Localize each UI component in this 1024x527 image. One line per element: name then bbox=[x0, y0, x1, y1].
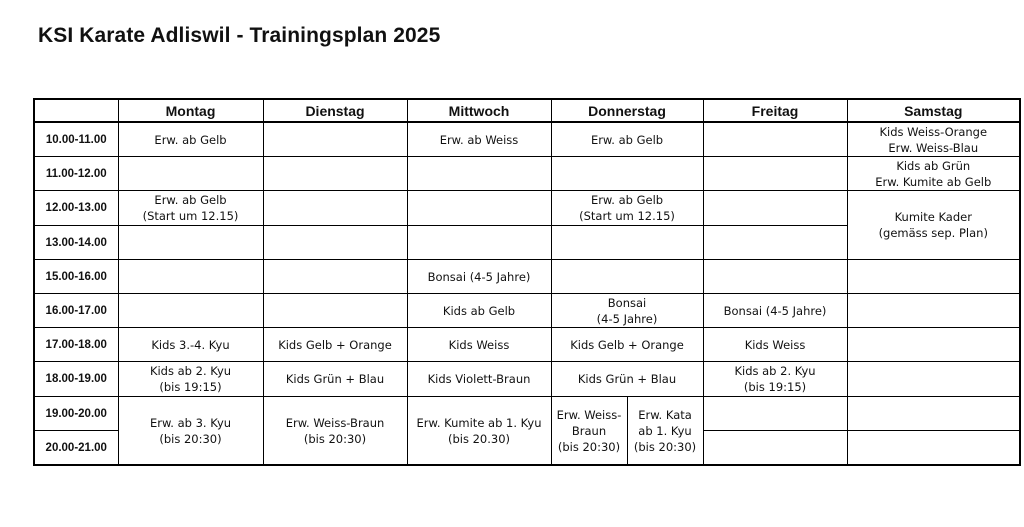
schedule-cell: Kids Grün + Blau bbox=[551, 362, 703, 397]
schedule-cell bbox=[703, 397, 847, 431]
schedule-cell bbox=[263, 122, 407, 157]
schedule-cell bbox=[847, 328, 1020, 362]
schedule-cell bbox=[263, 260, 407, 294]
time-label: 12.00-13.00 bbox=[34, 191, 118, 226]
time-label: 15.00-16.00 bbox=[34, 260, 118, 294]
schedule-cell: Kids ab 2. Kyu (bis 19:15) bbox=[703, 362, 847, 397]
schedule-cell bbox=[407, 191, 551, 226]
schedule-cell: Kids Gelb + Orange bbox=[263, 328, 407, 362]
schedule-cell: Erw. ab Weiss bbox=[407, 122, 551, 157]
day-header-mittwoch: Mittwoch bbox=[407, 99, 551, 122]
schedule-cell bbox=[703, 260, 847, 294]
time-label: 17.00-18.00 bbox=[34, 328, 118, 362]
schedule-cell bbox=[551, 157, 703, 191]
table-row bbox=[34, 362, 1020, 397]
header-row bbox=[34, 99, 1020, 122]
table-row bbox=[34, 122, 1020, 157]
schedule-cell bbox=[847, 294, 1020, 328]
schedule-cell: Erw. ab Gelb bbox=[118, 122, 263, 157]
schedule-cell: Erw. ab Gelb (Start um 12.15) bbox=[551, 191, 703, 226]
table-row bbox=[34, 260, 1020, 294]
time-label: 18.00-19.00 bbox=[34, 362, 118, 397]
schedule-cell bbox=[118, 157, 263, 191]
schedule-cell: Kids Weiss-Orange Erw. Weiss-Blau bbox=[847, 122, 1020, 157]
schedule-cell bbox=[407, 226, 551, 260]
schedule-cell: Erw. Weiss-Braun (bis 20:30) bbox=[263, 397, 407, 466]
corner-cell bbox=[34, 99, 118, 122]
day-header-samstag: Samstag bbox=[847, 99, 1020, 122]
time-label: 20.00-21.00 bbox=[34, 431, 118, 466]
schedule-cell: Kumite Kader (gemäss sep. Plan) bbox=[847, 191, 1020, 260]
schedule-cell bbox=[703, 157, 847, 191]
schedule-cell bbox=[263, 191, 407, 226]
schedule-cell: Erw. Weiss- Braun (bis 20:30) bbox=[551, 397, 627, 466]
schedule-cell: Erw. ab Gelb bbox=[551, 122, 703, 157]
schedule-cell bbox=[407, 157, 551, 191]
schedule-cell bbox=[118, 260, 263, 294]
schedule-cell bbox=[703, 431, 847, 466]
schedule-cell bbox=[847, 362, 1020, 397]
table-row bbox=[34, 157, 1020, 191]
schedule-cell bbox=[703, 191, 847, 226]
schedule-cell bbox=[551, 260, 703, 294]
schedule-cell: Kids Weiss bbox=[407, 328, 551, 362]
time-label: 13.00-14.00 bbox=[34, 226, 118, 260]
schedule-cell bbox=[263, 157, 407, 191]
schedule-cell: Bonsai (4-5 Jahre) bbox=[703, 294, 847, 328]
table-row bbox=[34, 397, 1020, 431]
day-header-freitag: Freitag bbox=[703, 99, 847, 122]
schedule-cell: Kids Gelb + Orange bbox=[551, 328, 703, 362]
schedule-cell bbox=[263, 294, 407, 328]
schedule-cell: Kids ab Grün Erw. Kumite ab Gelb bbox=[847, 157, 1020, 191]
time-label: 11.00-12.00 bbox=[34, 157, 118, 191]
day-header-montag: Montag bbox=[118, 99, 263, 122]
schedule-cell: Kids Weiss bbox=[703, 328, 847, 362]
schedule-cell: Erw. Kumite ab 1. Kyu (bis 20.30) bbox=[407, 397, 551, 466]
schedule-cell bbox=[263, 226, 407, 260]
schedule-cell: Kids Violett-Braun bbox=[407, 362, 551, 397]
day-header-dienstag: Dienstag bbox=[263, 99, 407, 122]
schedule-cell bbox=[847, 260, 1020, 294]
schedule-cell: Bonsai (4-5 Jahre) bbox=[407, 260, 551, 294]
table-row bbox=[34, 294, 1020, 328]
schedule-cell: Kids 3.-4. Kyu bbox=[118, 328, 263, 362]
page-title: KSI Karate Adliswil - Trainingsplan 2025 bbox=[38, 24, 441, 47]
schedule-cell bbox=[118, 226, 263, 260]
schedule-cell: Bonsai (4-5 Jahre) bbox=[551, 294, 703, 328]
time-label: 19.00-20.00 bbox=[34, 397, 118, 431]
time-label: 16.00-17.00 bbox=[34, 294, 118, 328]
time-label: 10.00-11.00 bbox=[34, 122, 118, 157]
schedule-cell bbox=[703, 226, 847, 260]
schedule-cell: Kids ab Gelb bbox=[407, 294, 551, 328]
schedule-cell: Erw. ab Gelb (Start um 12.15) bbox=[118, 191, 263, 226]
schedule-cell: Erw. ab 3. Kyu (bis 20:30) bbox=[118, 397, 263, 466]
day-header-donnerstag: Donnerstag bbox=[551, 99, 703, 122]
schedule-cell: Erw. Kata ab 1. Kyu (bis 20:30) bbox=[627, 397, 703, 466]
schedule-cell bbox=[847, 397, 1020, 431]
schedule-cell bbox=[551, 226, 703, 260]
schedule-cell bbox=[703, 122, 847, 157]
schedule-cell: Kids ab 2. Kyu (bis 19:15) bbox=[118, 362, 263, 397]
table-row bbox=[34, 191, 1020, 226]
schedule-cell bbox=[118, 294, 263, 328]
schedule-cell bbox=[847, 431, 1020, 466]
training-schedule-table bbox=[33, 98, 1021, 466]
schedule-cell: Kids Grün + Blau bbox=[263, 362, 407, 397]
table-row bbox=[34, 328, 1020, 362]
